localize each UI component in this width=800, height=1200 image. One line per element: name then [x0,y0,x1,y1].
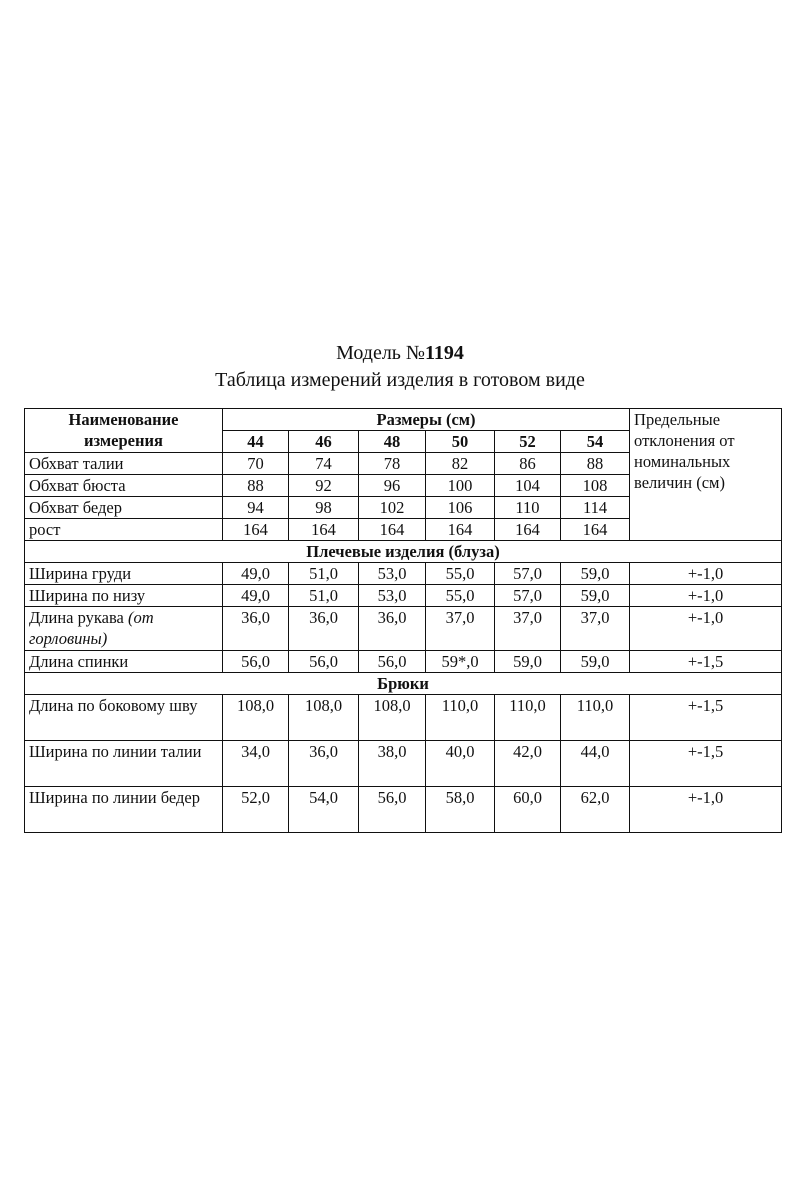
value-cell: 108 [561,475,630,497]
document-title-block [0,340,800,394]
value-cell: 106 [426,497,495,519]
value-cell: 59,0 [561,585,630,607]
tolerance-cell: +-1,0 [630,787,782,833]
value-cell: 40,0 [426,741,495,787]
value-cell: 59*,0 [426,651,495,673]
value-cell: 56,0 [359,787,426,833]
measurement-name: Обхват бюста [25,475,223,497]
measurement-name: Ширина по линии талии [25,741,223,787]
size-header-cell: 44 [223,431,289,453]
value-cell: 37,0 [561,607,630,651]
size-header-cell: 52 [495,431,561,453]
value-cell: 53,0 [359,585,426,607]
value-cell: 110,0 [561,695,630,741]
value-cell: 164 [223,519,289,541]
measurement-name: рост [25,519,223,541]
value-cell: 100 [426,475,495,497]
value-cell: 88 [223,475,289,497]
value-cell: 36,0 [289,741,359,787]
value-cell: 164 [359,519,426,541]
value-cell: 110 [495,497,561,519]
table-subtitle: Таблица измерений изделия в готовом виде [215,369,585,391]
value-cell: 38,0 [359,741,426,787]
value-cell: 104 [495,475,561,497]
measurement-name: Обхват бедер [25,497,223,519]
value-cell: 37,0 [426,607,495,651]
value-cell: 37,0 [495,607,561,651]
value-cell: 108,0 [223,695,289,741]
measurement-name: Длина по боковому шву [25,695,223,741]
header-row-1 [25,409,782,431]
size-header-cell: 54 [561,431,630,453]
measurement-name: Ширина по линии бедер [25,787,223,833]
value-cell: 164 [495,519,561,541]
table-row [25,607,782,651]
value-cell: 55,0 [426,563,495,585]
measurement-name-note: (от горловины) [29,608,154,648]
tolerance-cell: +-1,5 [630,695,782,741]
value-cell: 114 [561,497,630,519]
tolerance-cell: +-1,0 [630,607,782,651]
value-cell: 60,0 [495,787,561,833]
value-cell: 56,0 [359,651,426,673]
table-row [25,563,782,585]
value-cell: 82 [426,453,495,475]
table-row [25,651,782,673]
value-cell: 36,0 [289,607,359,651]
value-cell: 52,0 [223,787,289,833]
value-cell: 51,0 [289,585,359,607]
value-cell: 44,0 [561,741,630,787]
measurement-name: Длина спинки [25,651,223,673]
value-cell: 49,0 [223,563,289,585]
value-cell: 59,0 [561,563,630,585]
section-title-blouse: Плечевые изделия (блуза) [25,541,782,563]
table-row [25,695,782,741]
value-cell: 96 [359,475,426,497]
value-cell: 108,0 [289,695,359,741]
section-row [25,673,782,695]
measurement-name: Ширина по низу [25,585,223,607]
value-cell: 102 [359,497,426,519]
table-row [25,787,782,833]
measurement-name [25,607,223,651]
value-cell: 164 [426,519,495,541]
tolerance-cell: +-1,5 [630,741,782,787]
table-row [25,585,782,607]
value-cell: 51,0 [289,563,359,585]
value-cell: 74 [289,453,359,475]
value-cell: 62,0 [561,787,630,833]
size-header-cell: 50 [426,431,495,453]
tolerance-cell: +-1,0 [630,585,782,607]
value-cell: 92 [289,475,359,497]
value-cell: 110,0 [426,695,495,741]
value-cell: 36,0 [359,607,426,651]
value-cell: 56,0 [223,651,289,673]
value-cell: 59,0 [495,651,561,673]
value-cell: 36,0 [223,607,289,651]
value-cell: 55,0 [426,585,495,607]
value-cell: 58,0 [426,787,495,833]
model-number: 1194 [425,342,464,364]
tolerance-cell: +-1,5 [630,651,782,673]
value-cell: 59,0 [561,651,630,673]
model-title [0,340,800,367]
value-cell: 108,0 [359,695,426,741]
value-cell: 110,0 [495,695,561,741]
value-cell: 34,0 [223,741,289,787]
size-header-cell: 46 [289,431,359,453]
value-cell: 54,0 [289,787,359,833]
header-sizes-cell: Размеры (см) [223,409,630,431]
value-cell: 164 [289,519,359,541]
value-cell: 86 [495,453,561,475]
value-cell: 164 [561,519,630,541]
value-cell: 49,0 [223,585,289,607]
header-tolerance-cell: Предельные отклонения от номинальных величин (см) [630,409,782,541]
measurement-name-main: Длина рукава [29,608,124,627]
value-cell: 78 [359,453,426,475]
section-row [25,541,782,563]
value-cell: 56,0 [289,651,359,673]
measurement-name: Обхват талии [25,453,223,475]
size-header-cell: 48 [359,431,426,453]
value-cell: 42,0 [495,741,561,787]
tolerance-cell: +-1,0 [630,563,782,585]
table-row [25,741,782,787]
model-prefix: Модель № [336,342,426,364]
value-cell: 70 [223,453,289,475]
section-title-trousers: Брюки [25,673,782,695]
value-cell: 53,0 [359,563,426,585]
measurement-name: Ширина груди [25,563,223,585]
value-cell: 88 [561,453,630,475]
value-cell: 98 [289,497,359,519]
value-cell: 57,0 [495,563,561,585]
value-cell: 94 [223,497,289,519]
measurement-table [24,408,782,833]
value-cell: 57,0 [495,585,561,607]
header-name-cell: Наименование измерения [25,409,223,453]
